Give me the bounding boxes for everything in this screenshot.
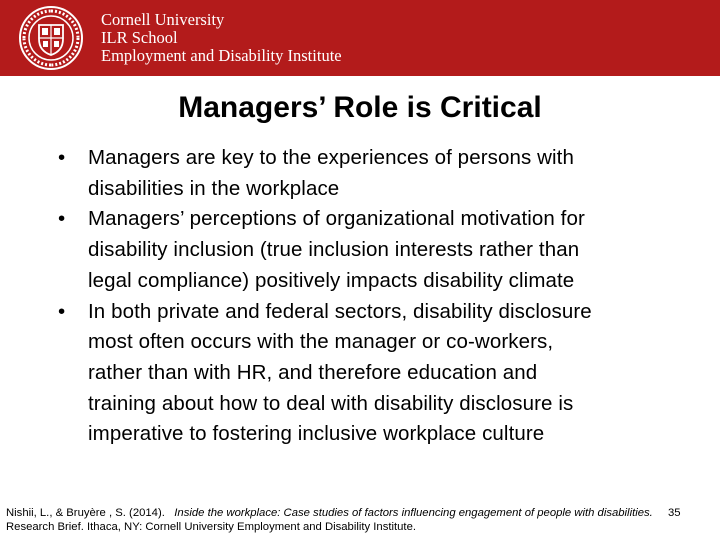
header-bar	[0, 0, 720, 76]
slide-title: Managers’ Role is Critical	[178, 91, 542, 124]
bullet-item	[58, 297, 688, 451]
bullet-line: disability inclusion (true inclusion interests rather than	[88, 238, 580, 262]
bullet-line: legal compliance) positively impacts disability climate	[88, 268, 575, 292]
bullet-item	[58, 143, 688, 204]
bullet-marker: •	[58, 207, 66, 231]
bullet-marker: •	[58, 299, 66, 323]
bullet-line: Managers are key to the experiences of persons with	[88, 146, 574, 169]
citation-line-1	[6, 506, 718, 520]
institution-line-school: ILR School	[101, 28, 178, 47]
bullet-line: most often occurs with the manager or co-workers,	[88, 330, 554, 354]
bullet-line: training about how to deal with disability disclosure is	[88, 391, 574, 415]
bullet-line: imperative to fostering inclusive workplace culture	[88, 422, 545, 446]
citation-title: Inside the workplace: Case studies of factors influencing engagement of people with disabilities.	[174, 507, 653, 519]
institution-name	[101, 11, 342, 65]
bullet-item	[58, 204, 688, 296]
institution-line-university: Cornell University	[101, 10, 225, 29]
citation-line-2: Research Brief. Ithaca, NY: Cornell University Employment and Disability Institute.	[6, 521, 416, 533]
institution-line-institute: Employment and Disability Institute	[101, 46, 342, 65]
bullet-line: rather than with HR, and therefore education and	[88, 360, 538, 384]
citation-authors: Nishii, L., & Bruyère , S. (2014).	[6, 507, 165, 519]
bullet-list	[58, 143, 688, 450]
bullet-line: Managers’ perceptions of organizational motivation for	[88, 207, 585, 231]
bullet-marker: •	[58, 146, 66, 169]
bullet-line: disabilities in the workplace	[88, 176, 340, 200]
page-number: 35	[668, 507, 681, 519]
bullet-line: In both private and federal sectors, disability disclosure	[88, 299, 592, 323]
citation	[6, 506, 718, 534]
cornell-seal-icon	[18, 5, 84, 71]
